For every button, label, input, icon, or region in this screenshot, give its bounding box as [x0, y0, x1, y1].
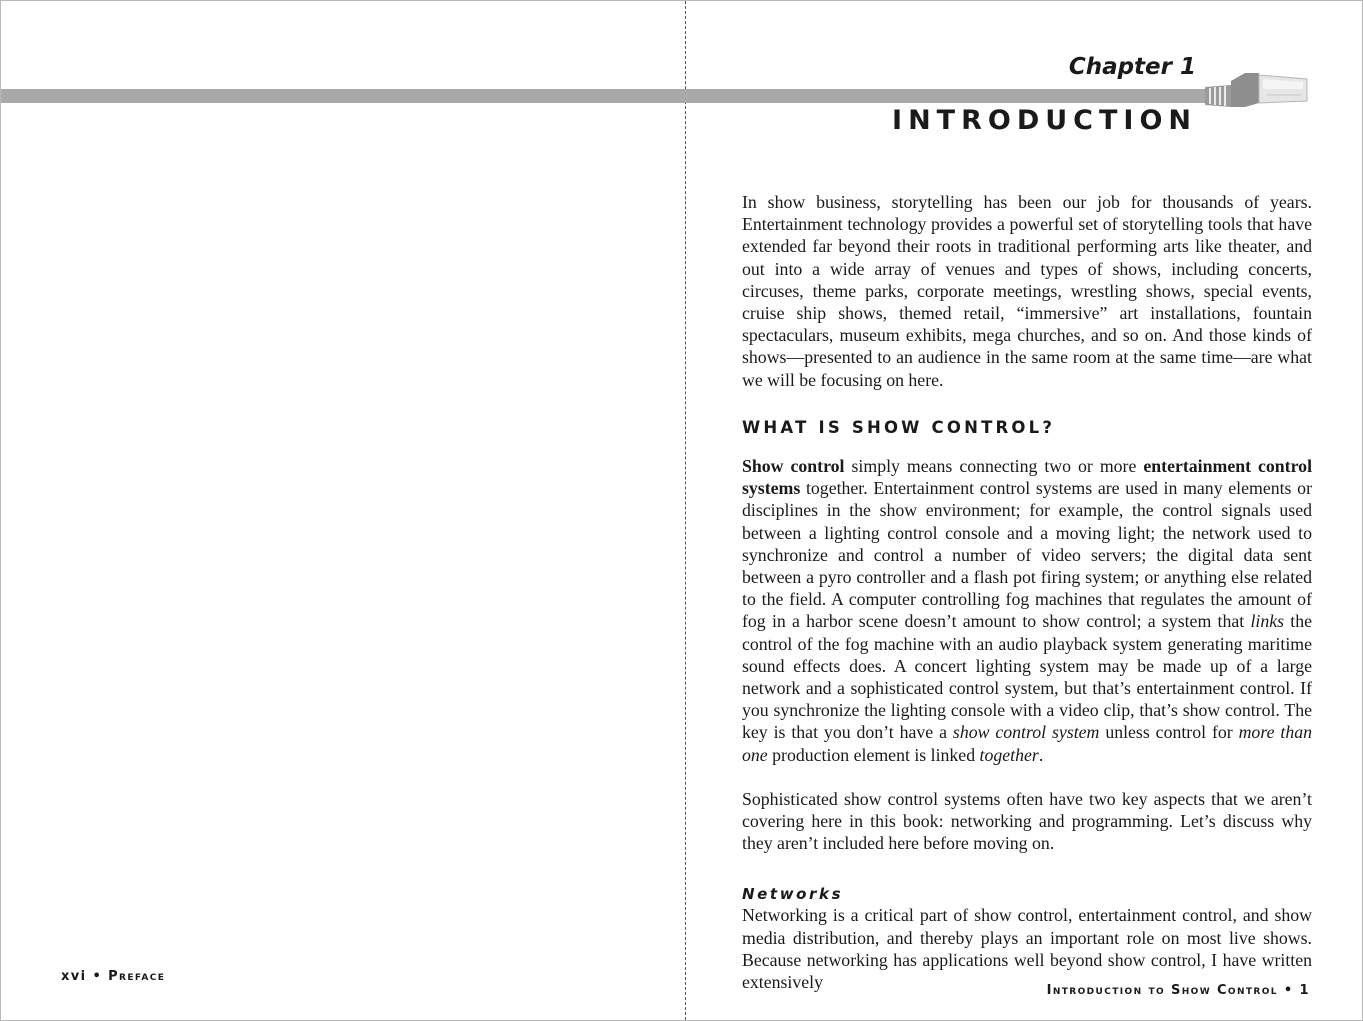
term-entertainment-control-systems: entertainment control systems — [742, 456, 1313, 499]
networks-paragraph: Networking is a critical part of show control, entertainment control, and show media distribution, and thereby plays an important role on most live shows. Because networking has applications well beyond show control, I have written extensively — [742, 905, 1312, 993]
network-cable-graphic — [1, 89, 1206, 103]
emphasis-more-than-one: more than one — [742, 722, 1312, 765]
emphasis-together: together — [979, 744, 1039, 765]
left-page-footer — [61, 969, 165, 984]
ethernet-connector-icon — [1197, 67, 1309, 111]
left-page-number: xvi — [61, 969, 87, 984]
footer-bullet: • — [92, 969, 103, 984]
chapter-label: Chapter 1 — [1068, 54, 1196, 80]
section-heading: WHAT IS SHOW CONTROL? — [742, 417, 1056, 437]
definition-paragraph: Show control simply means connecting two or more entertainment control systems together. Entertainment control systems are used in many elements or disciplines in the show environment; for example, the control signals used between a lighting control console and a moving light; the network used to synchronize and control a number of video servers; the digital data sent between a pyro controller and a flash pot firing system; or anything else related to the field. A computer controlling fog machines that regulates the amount of fog in a harbor scene doesn’t amount to show control; a system that links the control of the fog machine with an audio playback system generating maritime sound effects does. A concert lighting system may be made up of a large network and a sophisticated control system, but that’s entertainment control. If you synchronize the lighting console with a video clip, that’s show control. The key is that you don’t have a show control system unless control for more than one production element is linked together. — [742, 456, 1313, 765]
left-running-head: Preface — [108, 969, 166, 984]
right-running-head: Introduction to Show Control — [1046, 983, 1278, 998]
emphasis-links: links — [1250, 611, 1285, 632]
aspects-paragraph: Sophisticated show control systems often have two key aspects that we aren’t covering here in this book: networking and programming. Let’s discuss why they aren’t included here before moving on. — [742, 788, 1312, 854]
footer-bullet: • — [1283, 983, 1294, 998]
right-page-number: 1 — [1299, 983, 1310, 998]
page-body — [742, 191, 1312, 993]
subsection-heading: Networks — [742, 885, 844, 904]
chapter-title: INTRODUCTION — [892, 105, 1197, 136]
term-show-control: Show control — [742, 456, 845, 477]
intro-paragraph: In show business, storytelling has been our job for thousands of years. Entertainment technology provides a powerful set of storytelling tools that have extended far beyond their roots in traditional performing arts like theater, and out into a wide array of venues and types of shows, including concerts, circuses, theme parks, corporate meetings, wrestling shows, special events, cruise ship shows, themed retail, “immersive” art installations, fountain spectaculars, museum exhibits, mega churches, and so on. And those kinds of shows—presented to an audience in the same room at the same time—are what we will be focusing on here. — [742, 192, 1312, 390]
emphasis-show-control-system: show control system — [952, 722, 1100, 743]
right-page-footer — [1047, 983, 1310, 998]
page-divider — [685, 1, 686, 1020]
